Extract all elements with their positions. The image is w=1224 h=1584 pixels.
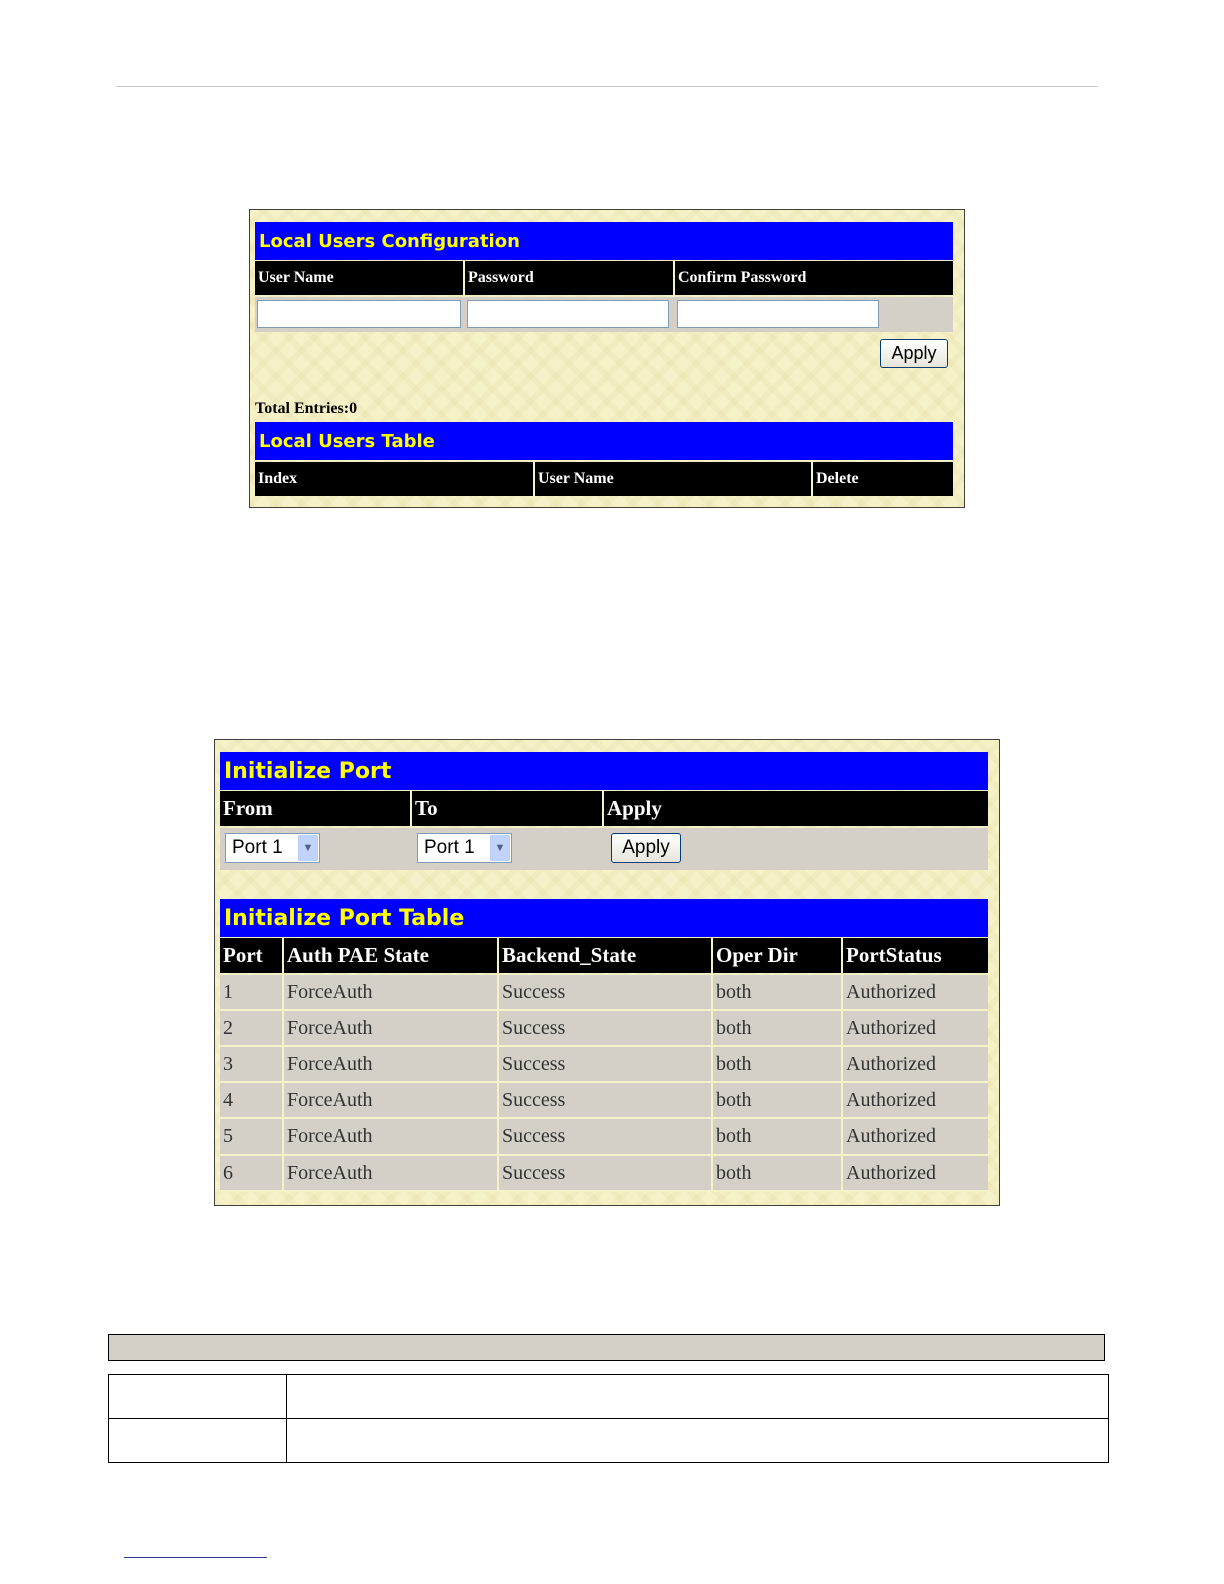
from-port-select[interactable] — [225, 833, 320, 863]
port-status-cell: Authorized — [846, 1088, 936, 1111]
backend-state-cell: Success — [499, 1011, 713, 1045]
oper-dir-cell: both — [713, 1011, 843, 1045]
description-cell — [287, 1419, 1109, 1463]
local-users-table-title: Local Users Table — [255, 422, 953, 460]
local-users-header-row — [255, 261, 953, 295]
initialize-port-header-row — [220, 791, 988, 826]
oper-dir-cell: both — [713, 1156, 843, 1190]
auth-pae-state-cell: ForceAuth — [284, 975, 499, 1009]
table-row — [220, 1083, 988, 1119]
column-table-user-name: User Name — [535, 462, 813, 496]
backend-state-cell: Success — [499, 1119, 713, 1154]
auth-pae-state-cell: ForceAuth — [284, 1083, 499, 1117]
port-status-cell: Authorized — [846, 1161, 936, 1184]
table-row — [220, 1156, 988, 1192]
port-cell: 3 — [220, 1047, 284, 1081]
oper-dir-cell: both — [713, 1047, 843, 1081]
user-name-input[interactable] — [257, 300, 461, 328]
column-port-status: PortStatus — [846, 943, 942, 967]
port-status-cell: Authorized — [846, 980, 936, 1003]
description-table — [108, 1374, 1109, 1463]
total-entries-label: Total Entries:0 — [255, 400, 358, 417]
initialize-port-panel — [214, 739, 1000, 1206]
column-confirm-password: Confirm Password — [678, 269, 807, 286]
to-port-value: Port 1 — [424, 837, 475, 858]
column-user-name: User Name — [255, 261, 465, 295]
initialize-port-apply-button[interactable]: Apply — [611, 833, 681, 863]
port-cell: 1 — [220, 975, 284, 1009]
chevron-down-icon[interactable]: ▼ — [298, 835, 318, 861]
local-users-panel — [249, 209, 965, 508]
initialize-port-input-row — [220, 828, 988, 870]
column-auth-pae-state: Auth PAE State — [284, 938, 499, 973]
port-cell: 4 — [220, 1083, 284, 1117]
auth-pae-state-cell: ForceAuth — [284, 1011, 499, 1045]
parameter-cell — [109, 1375, 287, 1419]
page-top-rule — [116, 86, 1098, 87]
oper-dir-cell: both — [713, 1119, 843, 1154]
backend-state-cell: Success — [499, 1047, 713, 1081]
initialize-port-table-header — [220, 938, 988, 973]
local-users-title: Local Users Configuration — [255, 222, 953, 260]
column-delete: Delete — [816, 470, 859, 487]
from-port-value: Port 1 — [232, 837, 283, 858]
description-table-header — [108, 1334, 1105, 1361]
table-row — [220, 1011, 988, 1047]
column-oper-dir: Oper Dir — [713, 938, 843, 973]
table-row — [220, 1047, 988, 1083]
column-index: Index — [255, 462, 535, 496]
local-users-apply-button[interactable]: Apply — [880, 339, 948, 368]
table-row — [220, 1119, 988, 1156]
port-status-cell: Authorized — [846, 1052, 936, 1075]
auth-pae-state-cell: ForceAuth — [284, 1156, 499, 1190]
port-status-cell: Authorized — [846, 1125, 936, 1147]
column-from: From — [220, 791, 412, 826]
oper-dir-cell: both — [713, 975, 843, 1009]
initialize-port-table-title: Initialize Port Table — [220, 899, 988, 937]
column-backend-state: Backend_State — [499, 938, 713, 973]
column-to: To — [412, 791, 604, 826]
backend-state-cell: Success — [499, 1156, 713, 1190]
auth-pae-state-cell: ForceAuth — [284, 1119, 499, 1154]
password-input[interactable] — [467, 300, 669, 328]
confirm-password-input[interactable] — [677, 300, 879, 328]
backend-state-cell: Success — [499, 1083, 713, 1117]
oper-dir-cell: both — [713, 1083, 843, 1117]
local-users-table-header — [255, 462, 953, 496]
port-cell: 6 — [220, 1156, 284, 1190]
table-row — [109, 1375, 1109, 1419]
description-cell — [287, 1375, 1109, 1419]
chevron-down-icon[interactable]: ▼ — [490, 835, 510, 861]
column-apply: Apply — [607, 796, 662, 820]
backend-state-cell: Success — [499, 975, 713, 1009]
parameter-cell — [109, 1419, 287, 1463]
port-cell: 2 — [220, 1011, 284, 1045]
auth-pae-state-cell: ForceAuth — [284, 1047, 499, 1081]
port-status-cell: Authorized — [846, 1016, 936, 1039]
column-port: Port — [220, 938, 284, 973]
footer-link-underline — [124, 1557, 267, 1558]
port-cell: 5 — [220, 1119, 284, 1154]
table-row — [220, 975, 988, 1011]
initialize-port-title: Initialize Port — [220, 752, 988, 790]
column-password: Password — [465, 261, 675, 295]
table-row — [109, 1419, 1109, 1463]
to-port-select[interactable] — [417, 833, 512, 863]
